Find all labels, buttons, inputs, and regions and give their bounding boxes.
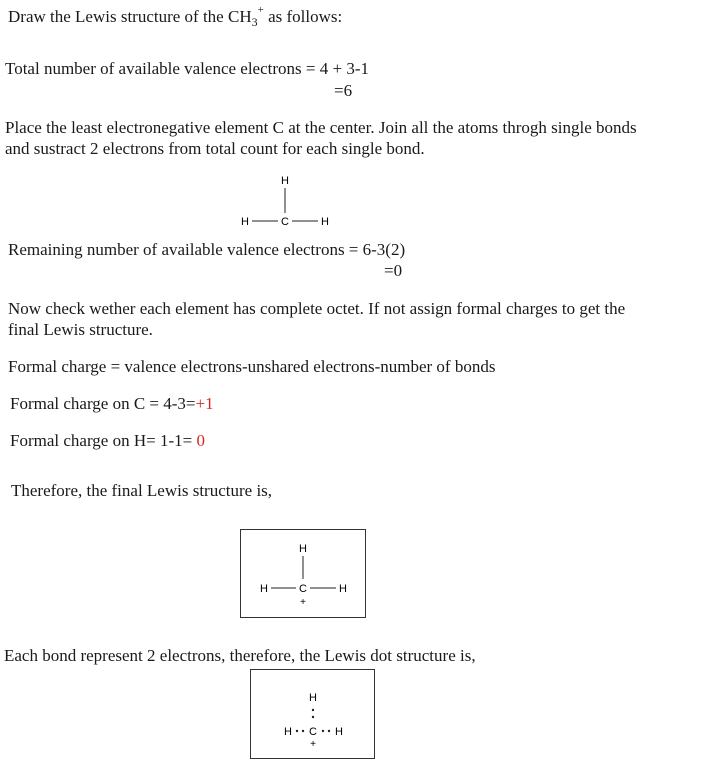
hydrogen-charge-value: 0 (196, 431, 205, 450)
atom-h-left: H (241, 216, 249, 228)
intro-line: Draw the Lewis structure of the $CH_3^+$ as follows: (8, 4, 343, 29)
atom-h-left: H (260, 583, 268, 595)
lewis-dot-structure-box (250, 669, 375, 759)
final-lewis-structure (241, 530, 365, 617)
bond-electron-dot (328, 730, 330, 732)
formal-charge-carbon: Formal charge on C = 4-3=+1 (10, 394, 214, 413)
bond-electron-dot (302, 730, 304, 732)
bond-electron-dot (322, 730, 324, 732)
bond-electron-dot (296, 730, 298, 732)
atom-h-top: H (281, 175, 289, 187)
valence-total-line: Total number of available valence electrons = 4 + 3-1 (5, 59, 369, 78)
skeleton-structure (230, 170, 340, 232)
placement-line-1: Place the least electronegative element C at the center. Join all the atoms throgh single bonds (5, 118, 637, 137)
atom-h-left: H (284, 726, 292, 738)
bond-electron-dot (312, 716, 314, 718)
positive-charge: + (300, 597, 306, 608)
atom-c: C (299, 583, 307, 595)
atom-c: C (309, 726, 317, 738)
lewis-dot-structure (251, 670, 374, 758)
bond-electron-dot (312, 709, 314, 711)
remaining-result: =0 (384, 261, 403, 280)
atom-c: C (281, 216, 289, 228)
carbon-charge-value: +1 (195, 394, 214, 413)
therefore-line: Therefore, the final Lewis structure is, (11, 481, 273, 500)
atom-h-right: H (339, 583, 347, 595)
each-bond-line: Each bond represent 2 electrons, therefore, the Lewis dot structure is, (4, 646, 476, 665)
placement-line-2: and sustract 2 electrons from total count for each single bond. (5, 139, 425, 158)
positive-charge: + (310, 739, 316, 750)
octet-line-2: final Lewis structure. (8, 320, 153, 339)
atom-h-top: H (309, 692, 317, 704)
valence-result: =6 (334, 81, 353, 100)
octet-line-1: Now check wether each element has complete octet. If not assign formal charges to get the (8, 299, 626, 318)
formal-charge-formula: Formal charge = valence electrons-unshared electrons-number of bonds (8, 357, 496, 376)
atom-h-right: H (335, 726, 343, 738)
remaining-line: Remaining number of available valence electrons = 6-3(2) (8, 240, 406, 259)
final-lewis-structure-box (240, 529, 366, 618)
formal-charge-hydrogen: Formal charge on H= 1-1= 0 (10, 431, 205, 450)
atom-h-right: H (321, 216, 329, 228)
atom-h-top: H (299, 543, 307, 555)
